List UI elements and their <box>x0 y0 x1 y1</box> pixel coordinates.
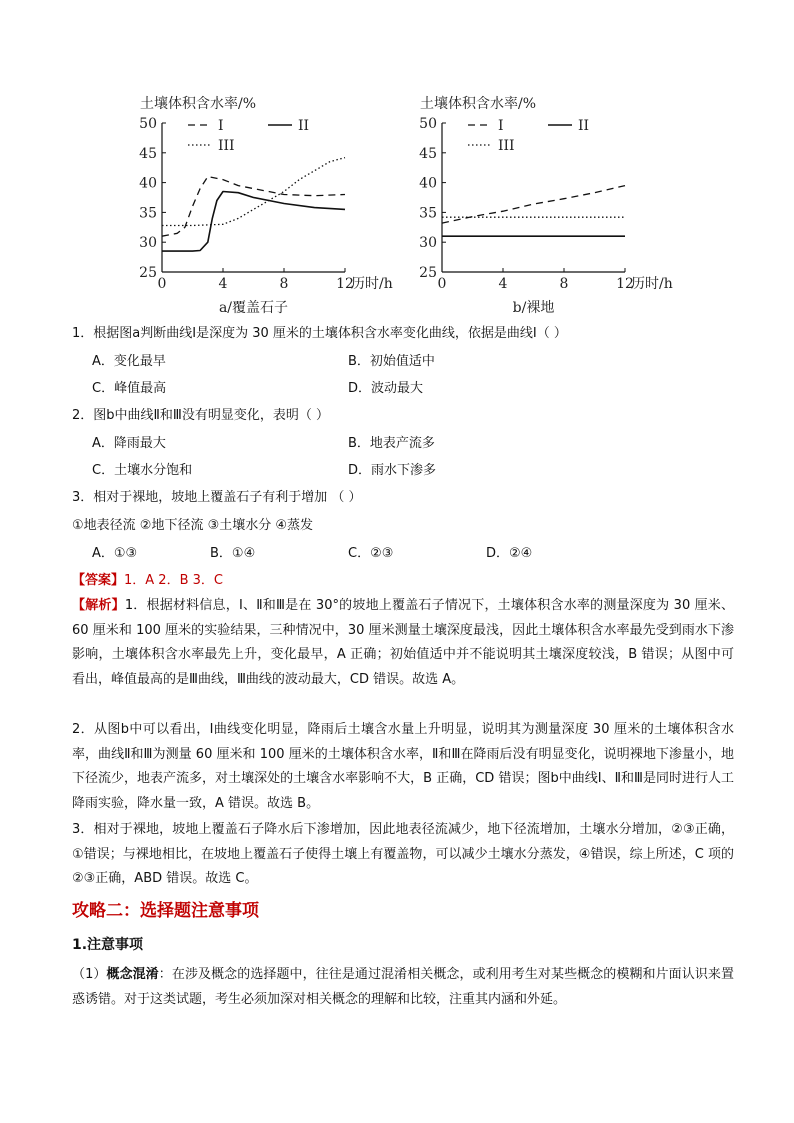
chart-title: b/裸地 <box>512 300 555 316</box>
q2-option-a: A．降雨最大 <box>92 436 166 451</box>
q3-option-b: B．①④ <box>210 546 256 561</box>
section-heading: 攻略二：选择题注意事项 <box>72 901 259 921</box>
y-axis-label: 土壤体积含水率/% <box>140 96 257 112</box>
x-tick-label: 0 <box>437 276 447 292</box>
analysis-p1-text: 1．根据材料信息，Ⅰ、Ⅱ和Ⅲ是在 30°的坡地上覆盖石子情况下，土壤体积含水率的测量深度为 30 厘米、60 厘米和 100 厘米的实验结果，三种情况中，30 厘米测量土壤深度最浅，因此土壤体积含水率最先受到雨水下渗影响，土壤体积含水率最先上升，变化最早，A 正确；初始值适中并不能说明其土壤深度较浅，B 错误；从图中可看出，峰值最高的是Ⅲ曲线，Ⅲ曲线的波动最大，CD 错误。故选 A。 <box>72 598 734 687</box>
q2-option-c: C．土壤水分饱和 <box>92 463 193 478</box>
series-line-I <box>442 186 625 224</box>
x-tick-label: 8 <box>279 276 289 292</box>
x-tick-label: 12 <box>616 276 634 292</box>
q2-option-b: B．地表产流多 <box>348 436 435 451</box>
y-tick-label: 35 <box>419 205 437 222</box>
series-line-I <box>162 177 345 237</box>
x-tick-label: 0 <box>157 276 167 292</box>
q1-option-d: D．波动最大 <box>348 381 424 396</box>
question-1-stem: 1．根据图a判断曲线Ⅰ是深度为 30 厘米的土壤体积含水率变化曲线，依据是曲线Ⅰ（ ） <box>72 326 567 341</box>
legend-label-II: II <box>298 118 310 134</box>
analysis-p2: 2．从图b中可以看出，Ⅰ曲线变化明显，降雨后土壤含水量上升明显，说明其为测量深度 30 厘米的土壤体积含水率，曲线Ⅱ和Ⅲ为测量 60 厘米和 100 厘米的土壤体积含水率，Ⅱ和Ⅲ在降雨后没有明显变化，说明裸地下渗量小，地下径流少，地表产流多，对土壤深处的土壤含水率影响不大，B 正确，CD 错误；图b中曲线Ⅰ、Ⅱ和Ⅲ是同时进行人工降雨实验，降水量一致，A 错误。故选 B。 <box>72 722 734 811</box>
legend-label-II: II <box>578 118 590 134</box>
y-tick-label: 45 <box>419 145 437 162</box>
item-term: 概念混淆 <box>106 967 159 982</box>
question-3-stem: 3．相对于裸地，坡地上覆盖石子有利于增加 （ ） <box>72 490 362 505</box>
chart-a-svg <box>130 88 420 318</box>
y-tick-label: 45 <box>139 145 157 162</box>
x-axis-label: 历时/h <box>631 276 673 292</box>
chart-b-svg <box>410 88 710 318</box>
x-tick-label: 4 <box>218 276 228 292</box>
answer-line <box>72 569 223 588</box>
q1-option-c: C．峰值最高 <box>92 381 167 396</box>
chart-title: a/覆盖石子 <box>218 300 289 316</box>
y-axis-label: 土壤体积含水率/% <box>420 96 537 112</box>
q1-option-a: A．变化最早 <box>92 354 166 369</box>
question-3-items: ①地表径流 ②地下径流 ③土壤水分 ④蒸发 <box>72 518 314 533</box>
item-prefix: （1） <box>72 967 107 982</box>
y-tick-label: 25 <box>419 265 437 281</box>
analysis-p1 <box>72 594 734 692</box>
chart-a <box>130 88 420 322</box>
analysis-p3: 3．相对于裸地，坡地上覆盖石子降水后下渗增加，因此地表径流减少，地下径流增加，土壤水分增加，②③正确，①错误；与裸地相比，在坡地上覆盖石子使得土壤上有覆盖物，可以减少土壤水分蒸发，④错误，综上所述，C 项的②③正确，ABD 错误。故选 C。 <box>72 822 734 886</box>
x-tick-label: 12 <box>336 276 354 292</box>
x-tick-label: 8 <box>559 276 569 292</box>
answer-label: 【答案】 <box>72 573 125 588</box>
y-tick-label: 30 <box>139 235 157 252</box>
y-tick-label: 40 <box>419 175 437 192</box>
legend-label-III: III <box>498 138 515 154</box>
q3-option-c: C．②③ <box>348 546 394 561</box>
y-tick-label: 40 <box>139 175 157 192</box>
q1-option-b: B．初始值适中 <box>348 354 435 369</box>
chart-b <box>410 88 710 322</box>
y-tick-label: 25 <box>139 265 157 281</box>
y-tick-label: 50 <box>139 116 157 132</box>
analysis-label: 【解析】 <box>72 598 125 613</box>
legend-label-I: I <box>498 118 504 134</box>
item-text: ：在涉及概念的选择题中，往往是通过混淆相关概念，或利用考生对某些概念的模糊和片面认识来置惑诱错。对于这类试题，考生必须加深对相关概念的理解和比较，注重其内涵和外延。 <box>72 967 734 1007</box>
section-item-1 <box>72 962 734 1012</box>
section-subheading: 1.注意事项 <box>72 937 144 953</box>
y-tick-label: 30 <box>419 235 437 252</box>
q3-option-a: A．①③ <box>92 546 138 561</box>
answer-text: 1．A 2．B 3．C <box>124 573 223 588</box>
y-tick-label: 35 <box>139 205 157 222</box>
y-tick-label: 50 <box>419 116 437 132</box>
x-tick-label: 4 <box>498 276 508 292</box>
question-2-stem: 2．图b中曲线Ⅱ和Ⅲ没有明显变化，表明（ ） <box>72 408 330 423</box>
q2-option-d: D．雨水下渗多 <box>348 463 437 478</box>
legend-label-I: I <box>218 118 224 134</box>
x-axis-label: 历时/h <box>351 276 393 292</box>
legend-label-III: III <box>218 138 235 154</box>
q3-option-d: D．②④ <box>486 546 533 561</box>
series-line-II <box>162 192 345 252</box>
